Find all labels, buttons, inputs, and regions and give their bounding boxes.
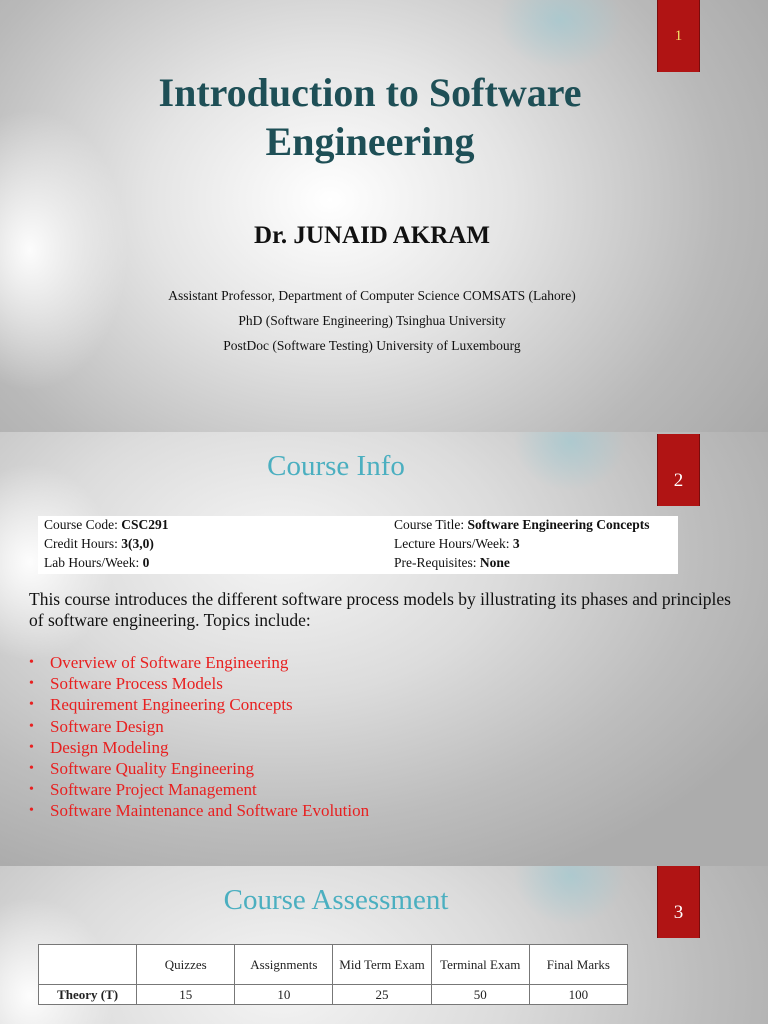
course-title: Course Title: Software Engineering Concepts xyxy=(394,517,650,532)
table-cell: 25 xyxy=(333,985,431,1005)
bullet-icon: • xyxy=(29,655,34,670)
bullet-icon: • xyxy=(29,782,34,798)
table-header-cell: Mid Term Exam xyxy=(333,945,431,985)
bullet-icon: • xyxy=(29,676,34,692)
slide-number: 1 xyxy=(674,27,683,44)
list-item: • Design Modeling xyxy=(29,737,169,757)
table-header-cell: Quizzes xyxy=(137,945,235,985)
info-row xyxy=(38,517,678,536)
credit-hours: Credit Hours: 3(3,0) xyxy=(44,536,154,551)
slide-1 xyxy=(0,0,768,432)
list-item: • Software Maintenance and Software Evolution xyxy=(29,801,370,821)
table-header-row xyxy=(39,945,628,985)
assessment-table xyxy=(38,944,628,1005)
slide-number-box xyxy=(657,866,700,938)
table-cell: 100 xyxy=(529,985,627,1005)
slide-title xyxy=(60,68,680,166)
table-cell: Theory (T) xyxy=(39,985,137,1005)
list-item: • Software Quality Engineering xyxy=(29,758,254,778)
course-code: Course Code: CSC291 xyxy=(44,517,169,532)
list-item: • Requirement Engineering Concepts xyxy=(29,695,293,715)
info-row xyxy=(38,536,678,555)
bullet-icon: • xyxy=(29,697,34,713)
bullet-icon: • xyxy=(29,718,34,734)
bullet-icon: • xyxy=(29,739,34,755)
table-header-cell xyxy=(39,945,137,985)
slide-number: 3 xyxy=(673,902,684,923)
table-header-cell: Final Marks xyxy=(529,945,627,985)
slide-title-line-1: Introduction to Software xyxy=(158,70,582,115)
table-cell: 10 xyxy=(235,985,333,1005)
author-name: Dr. JUNAID AKRAM xyxy=(254,222,490,249)
bullet-icon: • xyxy=(29,803,34,819)
slide-2 xyxy=(0,432,768,866)
table-cell: 15 xyxy=(137,985,235,1005)
bio-line: PhD (Software Engineering) Tsinghua University xyxy=(238,313,506,328)
lab-hours: Lab Hours/Week: 0 xyxy=(44,555,150,570)
table-row xyxy=(39,985,628,1005)
list-item: • Software Project Management xyxy=(29,780,257,800)
slide-heading: Course Info xyxy=(267,450,405,482)
table-header-cell: Terminal Exam xyxy=(431,945,529,985)
info-row xyxy=(38,555,678,574)
list-item: • Overview of Software Engineering xyxy=(29,653,289,672)
topics-list xyxy=(29,652,749,822)
author-bio xyxy=(60,286,684,361)
lecture-hours: Lecture Hours/Week: 3 xyxy=(394,536,520,551)
course-info-table xyxy=(38,516,678,574)
bio-line: PostDoc (Software Testing) University of Luxembourg xyxy=(223,338,521,353)
pre-requisites: Pre-Requisites: None xyxy=(394,555,510,570)
slide-title-line-2: Engineering xyxy=(265,119,475,164)
slide-number: 2 xyxy=(673,470,684,491)
list-item: • Software Design xyxy=(29,716,164,736)
table-header-cell: Assignments xyxy=(235,945,333,985)
bio-line: Assistant Professor, Department of Computer Science COMSATS (Lahore) xyxy=(168,288,576,303)
slide-3 xyxy=(0,866,768,1024)
list-item: • Software Process Models xyxy=(29,674,223,694)
table-cell: 50 xyxy=(431,985,529,1005)
course-description: This course introduces the different software process models by illustrating its phases and principles of software engineering. Topics include: xyxy=(29,589,731,630)
slide-heading: Course Assessment xyxy=(223,884,449,916)
bullet-icon: • xyxy=(29,760,34,776)
slide-number-box xyxy=(657,434,700,506)
slide-number-box xyxy=(657,0,700,72)
